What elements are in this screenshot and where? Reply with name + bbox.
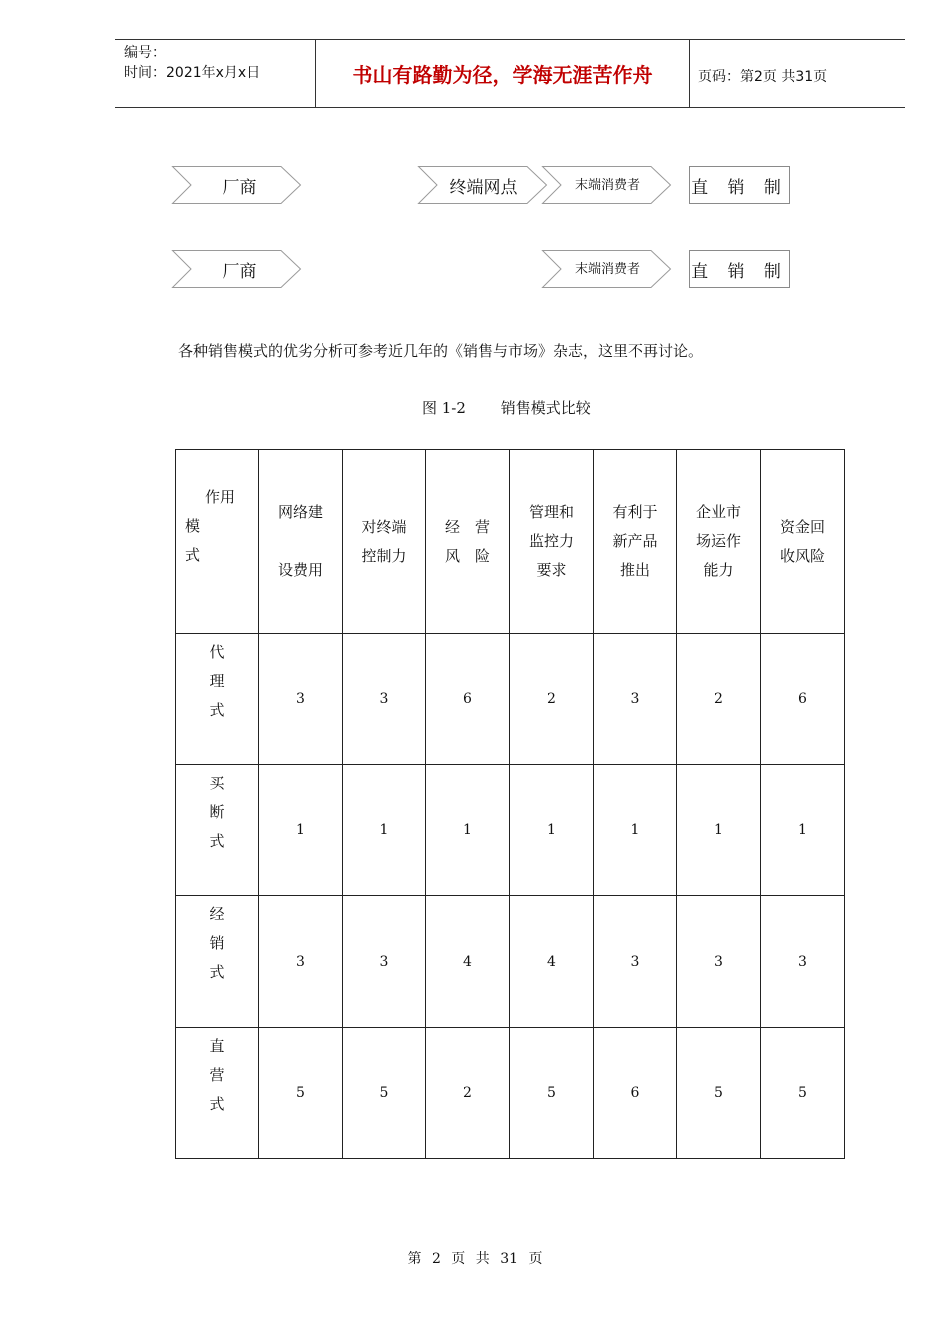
column-header: 企业市 场运作 能力 — [677, 450, 761, 634]
figure-caption — [422, 397, 591, 418]
chevron-terminal-row1 — [418, 166, 547, 204]
chevron-label: 终端网点 — [449, 177, 518, 198]
chevron-label: 末端消费者 — [574, 178, 640, 193]
corner-label-top: 作用 — [205, 488, 236, 506]
table-cell: 5 — [761, 1028, 845, 1159]
document-date-label: 时间：2021年x月x日 — [124, 65, 261, 81]
table-cell: 3 — [677, 896, 761, 1028]
table-row — [176, 765, 845, 896]
table-cell: 1 — [594, 765, 677, 896]
table-cell: 3 — [259, 634, 343, 765]
body-paragraph: 各种销售模式的优劣分析可参考近几年的《销售与市场》杂志，这里不再讨论。 — [178, 342, 704, 360]
corner-label-bottom: 式 — [185, 546, 201, 564]
table-cell: 4 — [510, 896, 594, 1028]
table-cell: 4 — [426, 896, 510, 1028]
header-bottom-rule — [115, 107, 905, 108]
table-cell: 1 — [343, 765, 426, 896]
sales-mode-comparison-table — [175, 449, 845, 1159]
table-cell: 3 — [259, 896, 343, 1028]
row-label: 直 营 式 — [209, 1037, 225, 1113]
table-header-row — [176, 450, 845, 634]
header-page-label: 页码：第2页 共31页 — [698, 69, 828, 85]
row-header — [176, 1028, 259, 1159]
table-cell: 1 — [426, 765, 510, 896]
chevron-label: 末端消费者 — [574, 262, 640, 277]
row-header — [176, 765, 259, 896]
row-label: 代 理 式 — [209, 643, 225, 719]
table-cell: 1 — [761, 765, 845, 896]
column-header: 经 营 风 险 — [426, 450, 510, 634]
mode-box-row1: 直 销 制 — [689, 166, 790, 204]
mode-box-row2: 直 销 制 — [689, 250, 790, 288]
table-cell: 6 — [761, 634, 845, 765]
chevron-consumer-row2 — [542, 250, 671, 288]
table-row — [176, 1028, 845, 1159]
column-header: 对终端 控制力 — [343, 450, 426, 634]
table-cell: 2 — [426, 1028, 510, 1159]
column-header: 有利于 新产品 推出 — [594, 450, 677, 634]
table-cell: 6 — [426, 634, 510, 765]
figure-title: 销售模式比较 — [500, 399, 591, 417]
row-label: 经 销 式 — [209, 905, 225, 981]
table-cell: 5 — [259, 1028, 343, 1159]
table-cell: 5 — [677, 1028, 761, 1159]
column-header: 网络建 设费用 — [259, 450, 343, 634]
chevron-consumer-row1 — [542, 166, 671, 204]
table-cell: 5 — [510, 1028, 594, 1159]
table-cell: 2 — [677, 634, 761, 765]
header-motto: 书山有路勤为径，学海无涯苦作舟 — [352, 63, 653, 87]
row-header — [176, 896, 259, 1028]
table-cell: 3 — [343, 634, 426, 765]
row-header — [176, 634, 259, 765]
table-cell: 6 — [594, 1028, 677, 1159]
row-label: 买 断 式 — [209, 774, 225, 850]
table-cell: 2 — [510, 634, 594, 765]
table-row — [176, 896, 845, 1028]
figure-number: 图 1-2 — [422, 399, 466, 417]
table-cell: 3 — [594, 896, 677, 1028]
table-cell: 5 — [343, 1028, 426, 1159]
chevron-manufacturer-row1 — [172, 166, 301, 204]
page-footer: 第 2 页 共 31 页 — [407, 1251, 543, 1267]
table-cell: 3 — [761, 896, 845, 1028]
header-divider-right — [689, 40, 690, 107]
table-row — [176, 634, 845, 765]
table-cell: 3 — [343, 896, 426, 1028]
corner-label-mid: 模 — [185, 517, 201, 535]
corner-cell — [176, 450, 259, 634]
table-cell: 1 — [259, 765, 343, 896]
table-cell: 1 — [510, 765, 594, 896]
chevron-label: 厂商 — [222, 261, 257, 282]
document-number-label: 编号： — [124, 45, 166, 61]
chevron-label: 厂商 — [222, 177, 257, 198]
column-header: 管理和 监控力 要求 — [510, 450, 594, 634]
column-header: 资金回 收风险 — [761, 450, 845, 634]
table-cell: 3 — [594, 634, 677, 765]
table-cell: 1 — [677, 765, 761, 896]
chevron-manufacturer-row2 — [172, 250, 301, 288]
